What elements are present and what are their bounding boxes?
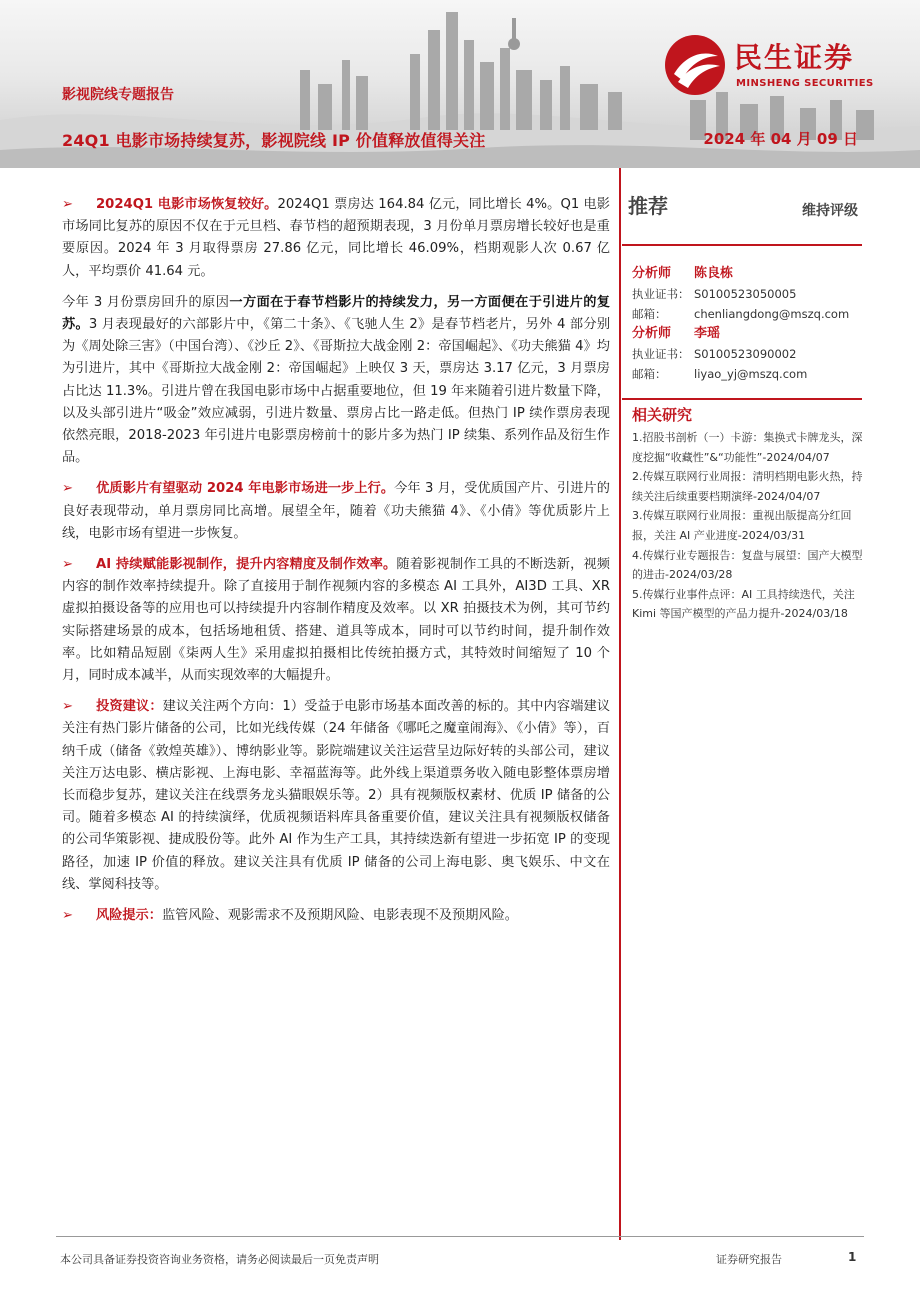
analyst-1-email[interactable]: chenliangdong@mszq.com [694,307,850,321]
analyst-2-cert: S0100523090002 [694,347,797,361]
paragraph-quality-films: ➢ 优质影片有望驱动 2024 年电影市场进一步上行。今年 3 月，受优质国产片、引进片的良好表现带动，单月票房同比高增。展望全年，随着《功夫熊猫 4》、《小倩》等优质影片上线，电影市场有望进一步恢复。 [62,478,610,545]
footer-doc-type: 证券研究报告 [716,1253,782,1266]
brand-logo [664,34,894,98]
related-item[interactable]: 2.传媒互联网行业周报：清明档期电影火热，持续关注后续重要档期演绎-2024/04/07 [632,470,863,503]
related-divider [622,398,862,400]
related-item[interactable]: 3.传媒互联网行业周报：重视出版提高分红回报，关注 AI 产业进度-2024/03/31 [632,509,852,542]
paragraph-investment-advice: ➢ 投资建议：建议关注两个方向：1）受益于电影市场基本面改善的标的。其中内容端建议关注有热门影片储备的公司，比如光线传媒（24 年储备《哪吒之魔童闹海》、《小倩》等），百纳千成（储备《敦煌英雄》）、博纳影业等。影院端建议关注运营呈边际好转的头部公司，建议关注万达电影、横店影视、上海电影、幸福蓝海等。此外线上渠道票务收入随电影整体票房增长而稳步复苏，建议关注在线票务龙头猫眼娱乐等。2）具有视频版权素材、优质 IP 储备的公司。随着多模态 AI 的持续演绎，优质视频语料库具备重要价值，建议关注具有视频版权储备的公司华策影视、捷成股份等。此外 AI 作为生产工具，其持续迭新有望进一步拓宽 IP 的变现路径，加速 IP 价值的释放。建议关注具有优质 IP 储备的公司上海电影、奥飞娱乐、中文在线、掌阅科技等。 [62,696,610,896]
rating-box [628,190,862,219]
related-item[interactable]: 1.招股书剖析（一）卡游：集换式卡牌龙头，深度挖掘“收藏性”&“功能性”-2024/04/07 [632,431,863,464]
analyst-1-name: 陈良栋 [694,266,734,281]
related-research-list [632,428,864,624]
page-number: 1 [848,1250,857,1264]
brand-name-en: MINSHENG SECURITIES [736,78,874,89]
bullet-arrow-icon: ➢ [62,197,74,212]
report-type: 影视院线专题报告 [62,87,174,103]
analyst-1-row: 分析师 陈良栋 [632,264,862,284]
report-date: 2024 年 04 月 09 日 [703,130,858,148]
rating-title: 推荐 [628,194,668,218]
paragraph-march-box-office: 今年 3 月份票房回升的原因一方面在于春节档影片的持续发力，另一方面便在于引进片的复苏。3 月表现最好的六部影片中，《第二十条》、《飞驰人生 2》是春节档老片，另外 4 部分别为《周处除三害》（中国台湾）、《沙丘 2》、《哥斯拉大战金刚 2：帝国崛起》、《功夫熊猫 4》均为引进片，其中《哥斯拉大战金刚 2：帝国崛起》上映仅 3 天，票房达 3.17 亿元，3 月票房占比达 11.3%。引进片曾在我国电影市场中占据重要地位，但 19 年来随着引进片数量下降，以及头部引进片“吸金”效应减弱，引进片数量、票房占比一路走低。但热门 IP 续作票房表现依然亮眼，2018-2023 年引进片电影票房榜前十的影片多为热门 IP 续集、系列作品及衍生作品。 [62,294,611,466]
bullet-arrow-icon: ➢ [62,557,74,573]
bullet-arrow-icon: ➢ [62,699,74,715]
main-content [62,194,610,936]
paragraph-risk-warning: ➢ 风险提示：监管风险、观影需求不及预期风险、电影表现不及预期风险。 [62,905,610,927]
footer-divider [56,1236,864,1237]
analyst-2-email[interactable]: liyao_yj@mszq.com [694,367,808,381]
minsheng-logo-icon [664,34,726,96]
related-item[interactable]: 5.传媒行业事件点评：AI 工具持续迭代，关注 Kimi 等国产模型的产品力提升-2024/03/18 [632,587,855,621]
footer-disclaimer: 本公司具备证券投资咨询业务资格，请务必阅读最后一页免责声明 [60,1253,379,1266]
analyst-1-cert: S0100523050005 [694,287,797,301]
analyst-2-row: 分析师 李瑶 [632,324,862,344]
column-divider [619,168,621,1240]
related-research-title: 相关研究 [632,406,693,424]
analyst-2-name: 李瑶 [694,326,721,341]
paragraph-q1-recovery: ➢ 2024Q1 电影市场恢复较好。2024Q1 票房达 164.84 亿元，同比增长 4%。Q1 电影市场同比复苏的原因不仅在于元旦档、春节档的超预期表现，3 月份单月票房增长较好也是重要原因。2024 年 3 月取得票房 27.86 亿元，同比增长 46.09%，档期观影人次 0.67 亿人，平均票价 41.64 元。 [62,194,610,283]
rating-status: 维持评级 [802,203,858,219]
rating-divider [622,244,862,246]
report-headline: 24Q1 电影市场持续复苏，影视院线 IP 价值释放值得关注 [62,131,486,150]
header-banner [0,0,920,168]
brand-name-cn: 民生证券 [734,41,855,74]
bullet-arrow-icon: ➢ [62,908,74,924]
bullet-arrow-icon: ➢ [62,481,74,497]
paragraph-ai-production: ➢ AI 持续赋能影视制作，提升内容精度及制作效率。随着影视制作工具的不断迭新，视频内容的制作效率持续提升。除了直接用于制作视频内容的多模态 AI 工具外，AI3D 工具、XR 虚拟拍摄设备等的应用也可以持续提升内容制作精度及效率。以 XR 拍摄技术为例，其可节约实际搭建场景的成本，包括场地租赁、搭建、道具等成本，同时可以节约时间，提升制作效率。比如精品短剧《柒两人生》采用虚拟拍摄相比传统拍摄方式，其特效时间缩短了 10 个月，同时成本减半，从而实现效率的大幅提升。 [62,554,610,687]
analyst-info: 分析师 陈良栋 执业证书： S0100523050005 邮箱： chenliangdong@mszq.com 分析师 李瑶 执业证书： S0100523090002 邮箱： liyao_yj@mszq.com [632,264,862,384]
related-item[interactable]: 4.传媒行业专题报告：复盘与展望：国产大模型的进击-2024/03/28 [632,548,863,582]
